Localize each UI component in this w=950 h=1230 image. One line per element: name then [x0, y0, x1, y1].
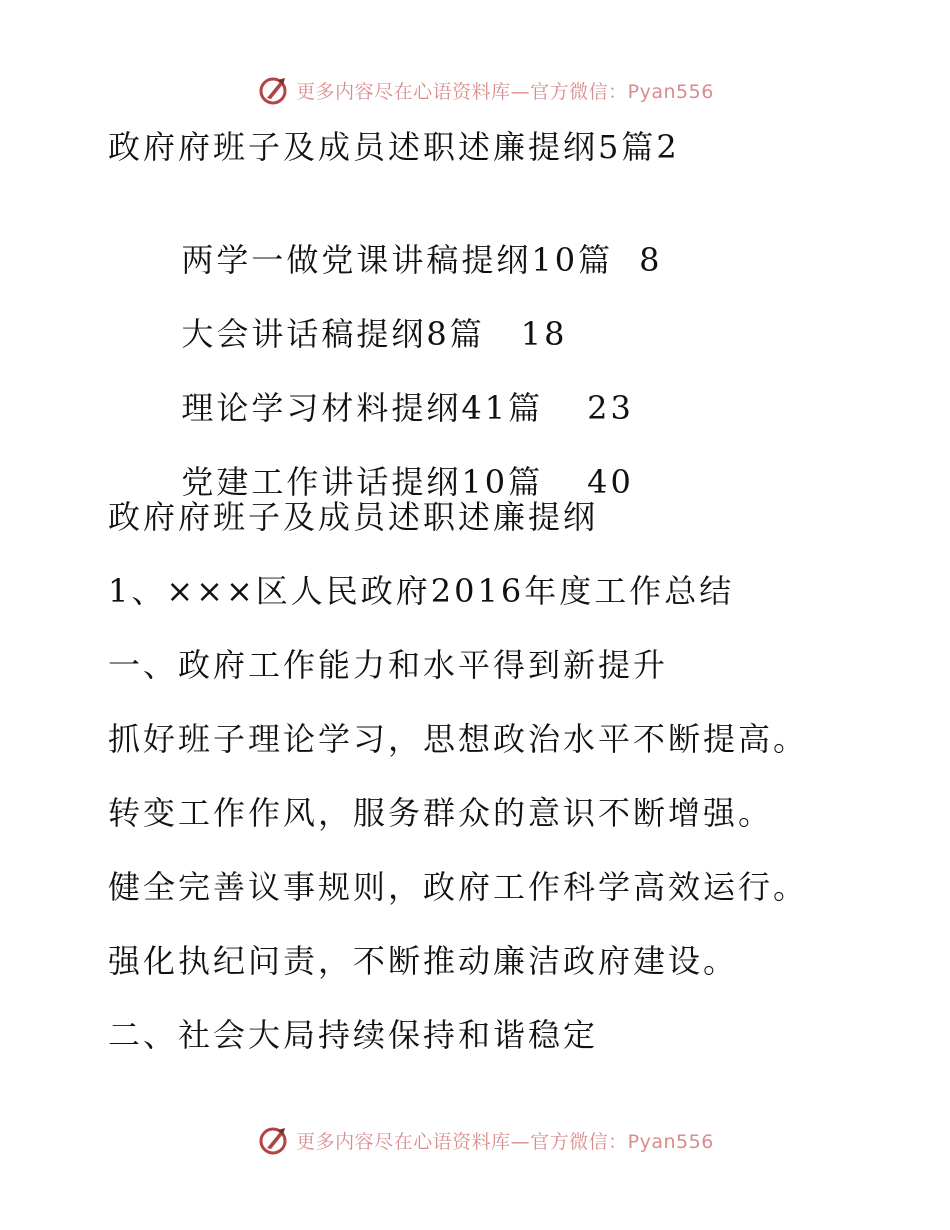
toc-item-page: 18: [520, 315, 568, 353]
paragraph: 强化执纪问责，不断推动廉洁政府建设。: [108, 942, 739, 980]
toc-item[interactable]: [155, 200, 662, 280]
toc-item-label: 理论学习材料提纲41篇: [181, 389, 544, 427]
toc-item[interactable]: [155, 422, 634, 502]
toc-item-label: 大会讲话稿提纲8篇: [181, 315, 485, 353]
paragraph: 健全完善议事规则，政府工作科学高效运行。: [108, 868, 809, 906]
watermark-text: 更多内容尽在心语资料库—官方微信：Pyan556: [296, 1130, 714, 1153]
header-watermark: [0, 70, 950, 110]
toc-item[interactable]: [155, 348, 634, 428]
toc-item-label: 两学一做党课讲稿提纲10篇: [181, 241, 614, 279]
quill-logo-icon: [258, 74, 290, 106]
toc-item-page: 8: [639, 241, 663, 279]
quill-logo-icon: [258, 1124, 290, 1156]
part1-heading: 一、政府工作能力和水平得到新提升: [108, 646, 669, 684]
toc-item-label: 党建工作讲话提纲10篇: [181, 463, 544, 501]
toc-item[interactable]: [155, 274, 567, 354]
watermark-group: [258, 1124, 714, 1156]
document-title: 1、×××区人民政府2016年度工作总结: [108, 572, 735, 610]
section-title: 政府府班子及成员述职述廉提纲: [108, 498, 599, 536]
watermark-group: [258, 74, 714, 106]
watermark-text: 更多内容尽在心语资料库—官方微信：Pyan556: [296, 80, 714, 103]
paragraph: 转变工作作风，服务群众的意识不断增强。: [108, 794, 774, 832]
toc-heading: 政府府班子及成员述职述廉提纲5篇2: [108, 128, 680, 166]
toc-item-page: 40: [587, 463, 634, 501]
footer-watermark: [0, 1120, 950, 1160]
paragraph: 抓好班子理论学习，思想政治水平不断提高。: [108, 720, 809, 758]
toc-item-page: 23: [587, 389, 634, 427]
part2-heading: 二、社会大局持续保持和谐稳定: [108, 1016, 599, 1054]
